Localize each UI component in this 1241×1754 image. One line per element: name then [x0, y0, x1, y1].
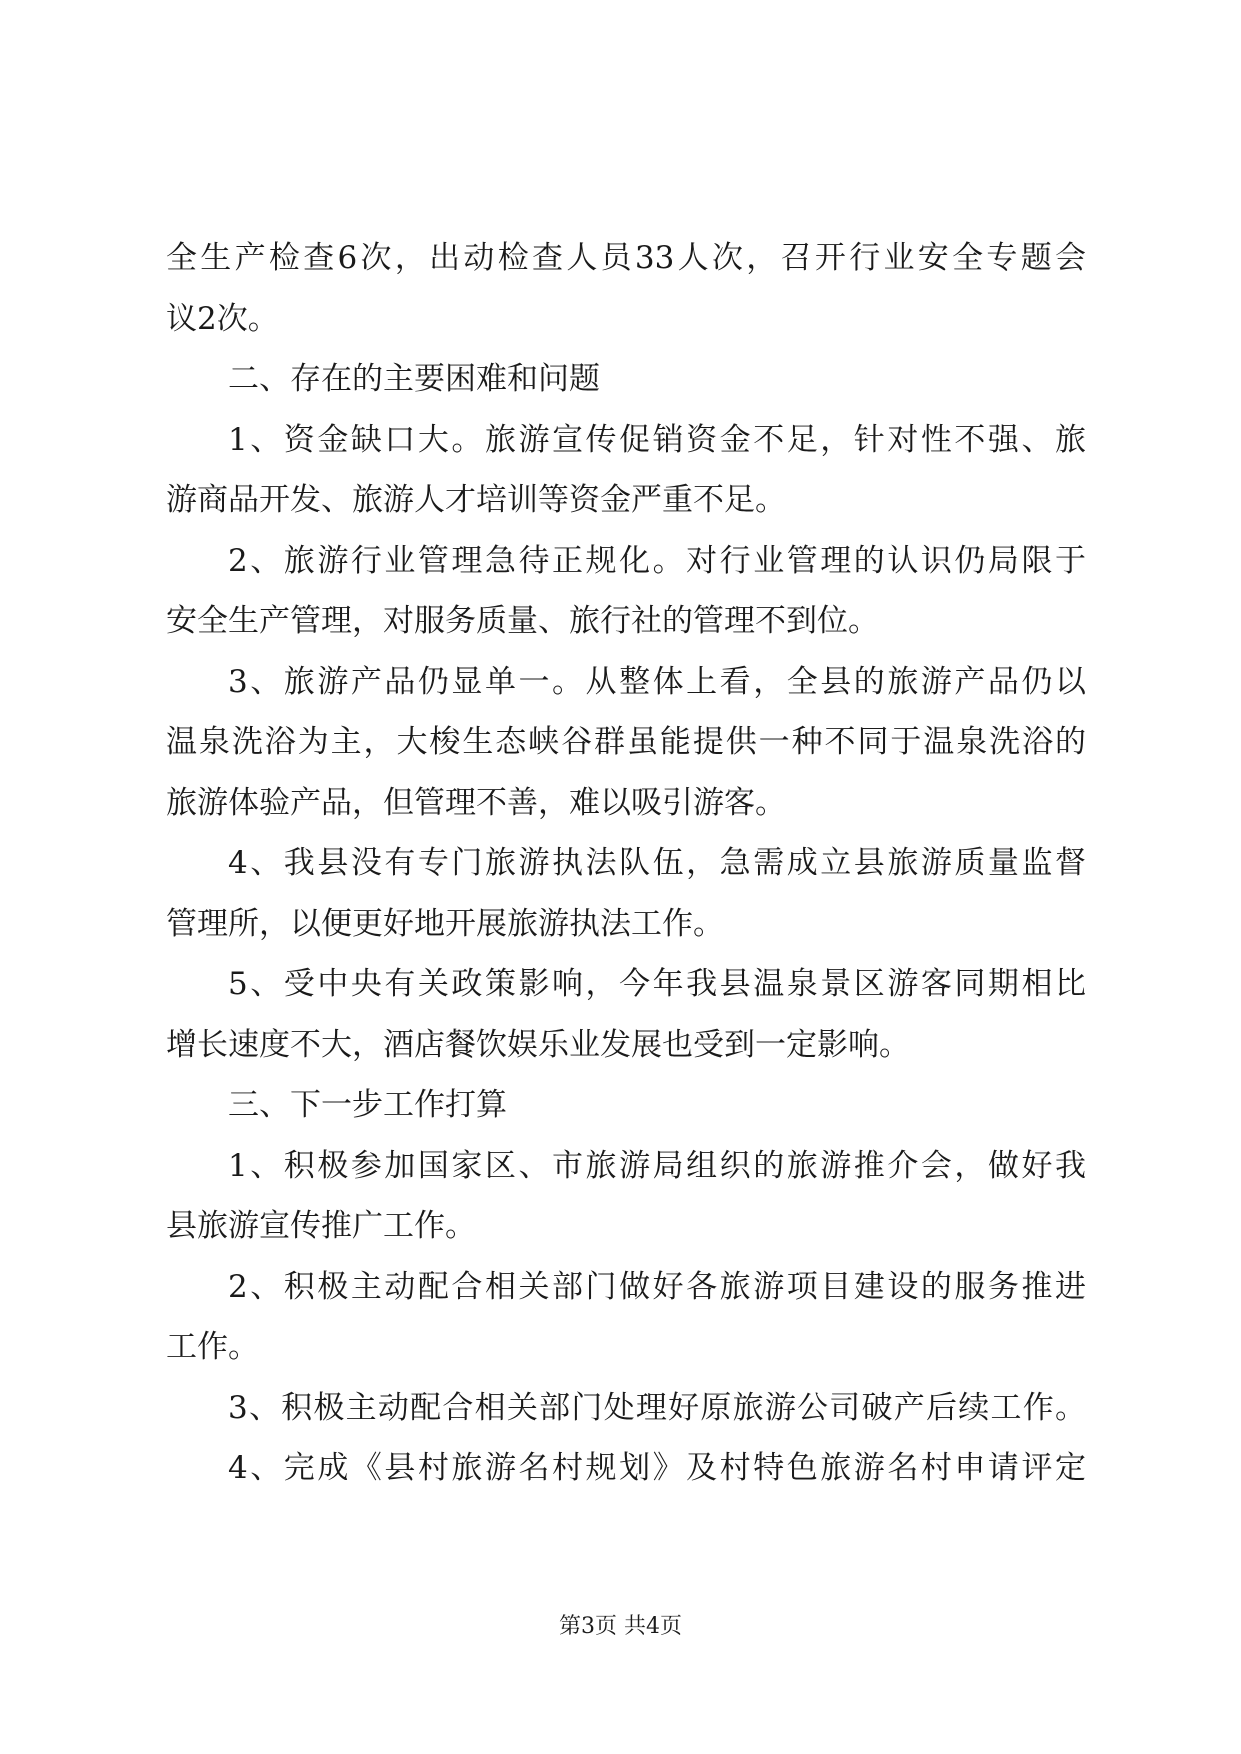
- paragraph-line: 3、积极主动配合相关部门处理好原旅游公司破产后续工作。: [228, 1389, 1086, 1426]
- paragraph-line: 2、旅游行业管理急待正规化。对行业管理的认识仍局限于: [228, 542, 1086, 579]
- page-footer: 第3页 共4页: [559, 1614, 682, 1639]
- paragraph-line: 2、积极主动配合相关部门做好各旅游项目建设的服务推进: [228, 1268, 1086, 1305]
- paragraph-line: 管理所，以便更好地开展旅游执法工作。: [166, 905, 724, 942]
- section-heading: 三、下一步工作打算: [228, 1087, 507, 1123]
- paragraph-line: 3、旅游产品仍显单一。从整体上看，全县的旅游产品仍以: [228, 663, 1086, 700]
- paragraph-line: 全生产检查6次，出动检查人员33人次，召开行业安全专题会: [166, 240, 1086, 276]
- paragraph-line: 议2次。: [166, 300, 279, 337]
- paragraph-line: 安全生产管理，对服务质量、旅行社的管理不到位。: [166, 603, 879, 639]
- paragraph-line: 5、受中央有关政策影响，今年我县温泉景区游客同期相比: [228, 966, 1086, 1002]
- paragraph-line: 温泉洗浴为主，大梭生态峡谷群虽能提供一种不同于温泉洗浴的: [166, 724, 1086, 760]
- body-text: [166, 228, 1086, 1499]
- paragraph-line: 旅游体验产品，但管理不善，难以吸引游客。: [166, 784, 786, 821]
- paragraph-line: 1、积极参加国家区、市旅游局组织的旅游推介会，做好我: [228, 1147, 1086, 1184]
- section-heading: 二、存在的主要困难和问题: [228, 361, 600, 397]
- paragraph-line: 工作。: [166, 1329, 259, 1365]
- paragraph-line: 4、我县没有专门旅游执法队伍，急需成立县旅游质量监督: [228, 845, 1086, 881]
- paragraph-line: 1、资金缺口大。旅游宣传促销资金不足，针对性不强、旅: [228, 421, 1086, 458]
- paragraph-line: 游商品开发、旅游人才培训等资金严重不足。: [166, 482, 786, 518]
- paragraph-line: 增长速度不大，酒店餐饮娱乐业发展也受到一定影响。: [166, 1026, 910, 1063]
- paragraph-line: 县旅游宣传推广工作。: [166, 1208, 476, 1244]
- paragraph-line: 4、完成《县村旅游名村规划》及村特色旅游名村申请评定: [228, 1450, 1086, 1486]
